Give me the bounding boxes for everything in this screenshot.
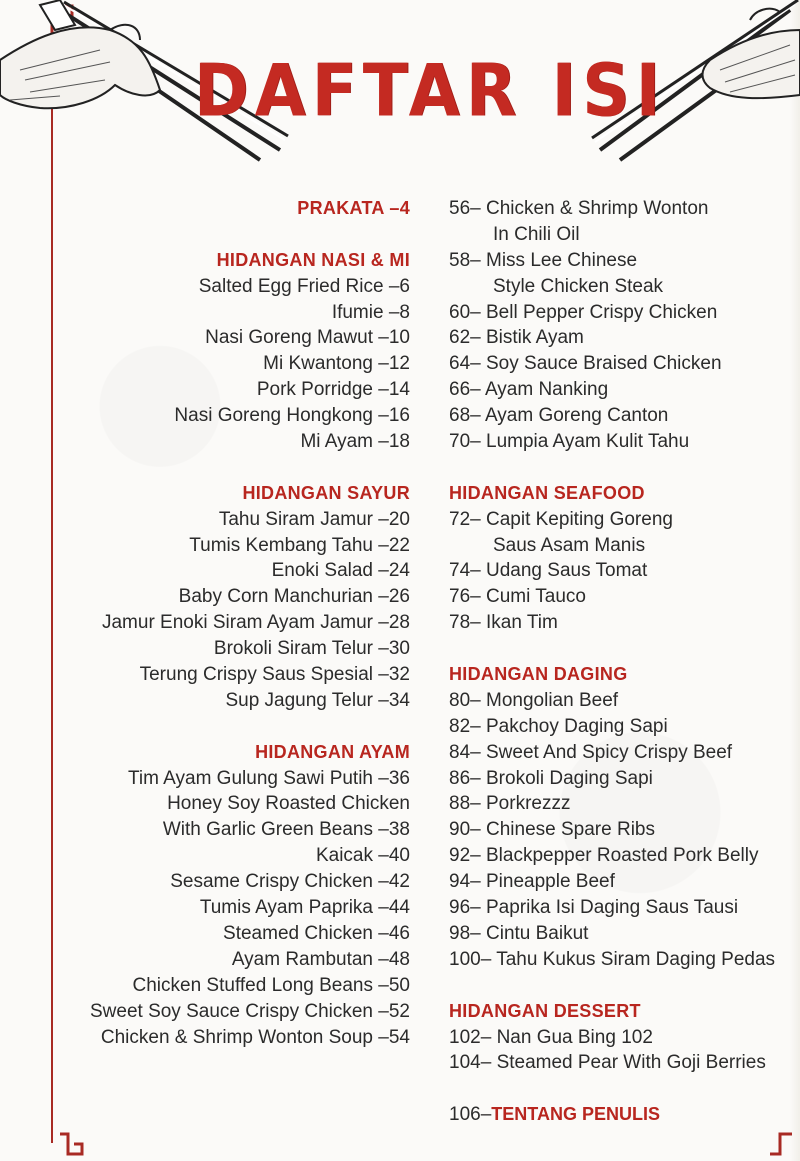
page-number: 74 <box>449 560 471 582</box>
page-number: 18 <box>388 431 410 453</box>
page-number: 78 <box>449 612 471 634</box>
list-item: Baby Corn Manchurian –26 <box>178 586 410 608</box>
dish-name: Pork Porridge <box>256 379 373 401</box>
dish-name: With Garlic Green Beans <box>162 819 373 841</box>
list-item: 76– Cumi Tauco <box>449 586 586 608</box>
list-item: With Garlic Green Beans –38 <box>162 819 410 841</box>
page-number: 54 <box>388 1026 410 1048</box>
dish-name: Bell Pepper Crispy Chicken <box>486 301 718 323</box>
page-number: 50 <box>388 974 410 996</box>
list-item: Brokoli Siram Telur –30 <box>213 638 410 660</box>
dish-name: Kaicak <box>315 845 373 867</box>
list-item: 74– Udang Saus Tomat <box>449 560 648 582</box>
dish-name: Bistik Ayam <box>486 327 584 349</box>
dish-name: Enoki Salad <box>271 560 373 582</box>
page-number: 36 <box>388 767 410 789</box>
dish-name: Chinese Spare Ribs <box>486 819 655 841</box>
dish-name: Steamed Chicken <box>223 922 373 944</box>
list-item: Enoki Salad –24 <box>271 560 410 582</box>
dish-name: Nan Gua Bing 102 <box>496 1026 653 1048</box>
dish-name: Udang Saus Tomat <box>486 560 648 582</box>
page-number: 62 <box>449 327 471 349</box>
page-number: 42 <box>388 871 410 893</box>
list-item: Steamed Chicken –46 <box>223 922 410 944</box>
dish-name: Lumpia Ayam Kulit Tahu <box>486 431 690 453</box>
page-number: 34 <box>388 689 410 711</box>
list-item: 94– Pineapple Beef <box>449 871 615 893</box>
page-number: 88 <box>449 793 471 815</box>
section-heading-nasi-mi: HIDANGAN NASI & MI <box>216 249 410 270</box>
page-number: 64 <box>449 353 471 375</box>
list-item: Tumis Kembang Tahu –22 <box>189 534 410 556</box>
page-number: 80 <box>449 689 471 711</box>
page-number: 46 <box>388 922 410 944</box>
page-number: 20 <box>388 508 410 530</box>
list-item: 84– Sweet And Spicy Crispy Beef <box>449 741 733 763</box>
page-number: 96 <box>449 897 471 919</box>
page-number: 68 <box>449 405 471 427</box>
dish-name: Salted Egg Fried Rice <box>198 275 384 297</box>
page-number: 16 <box>388 405 410 427</box>
page-number: 98 <box>449 922 471 944</box>
dish-name: Nasi Goreng Hongkong <box>174 405 373 427</box>
dish-name: Mi Ayam <box>300 431 373 453</box>
list-item: 72– Capit Kepiting Goreng <box>449 508 673 530</box>
prakata-entry: PRAKATA –4 <box>297 198 410 218</box>
page-number: 86 <box>449 767 471 789</box>
chinese-fret-corner-icon <box>60 1132 90 1161</box>
dish-name: Pineapple Beef <box>486 871 615 893</box>
page-number: 12 <box>388 353 410 375</box>
page-number: 90 <box>449 819 471 841</box>
dish-name: Honey Soy Roasted Chicken <box>167 793 410 815</box>
page-number: 70 <box>449 431 471 453</box>
page-number: 6 <box>399 275 410 297</box>
list-item: Salted Egg Fried Rice –6 <box>198 275 410 297</box>
page-number: 32 <box>388 664 410 686</box>
page-number: 28 <box>388 612 410 634</box>
page-number: 84 <box>449 741 471 763</box>
page-number: 30 <box>388 638 410 660</box>
dish-name: Soy Sauce Braised Chicken <box>486 353 722 375</box>
page-number: 52 <box>388 1000 410 1022</box>
list-item: Nasi Goreng Mawut –10 <box>205 327 410 349</box>
page-number: 100 <box>449 948 481 970</box>
page-number: 24 <box>388 560 410 582</box>
list-item: 70– Lumpia Ayam Kulit Tahu <box>449 431 690 453</box>
list-item: Chicken Stuffed Long Beans –50 <box>132 974 410 996</box>
dish-name: Tumis Ayam Paprika <box>199 897 373 919</box>
dish-name: Cumi Tauco <box>486 586 586 608</box>
dish-name: Cintu Baikut <box>486 922 589 944</box>
section-heading-daging: HIDANGAN DAGING <box>449 664 628 685</box>
list-item: 86– Brokoli Daging Sapi <box>449 767 653 789</box>
list-item: Mi Kwantong –12 <box>263 353 410 375</box>
dish-name: Ayam Goreng Canton <box>484 405 669 427</box>
dish-name: Tahu Siram Jamur <box>218 508 373 530</box>
page-number: 22 <box>388 534 410 556</box>
list-item: 78– Ikan Tim <box>449 612 558 634</box>
list-item: 66– Ayam Nanking <box>449 379 609 401</box>
dish-name: Sweet And Spicy Crispy Beef <box>486 741 733 763</box>
dish-name: Terung Crispy Saus Spesial <box>139 664 373 686</box>
dish-name: Tumis Kembang Tahu <box>189 534 373 556</box>
dish-name: Baby Corn Manchurian <box>178 586 373 608</box>
page-number: 38 <box>388 819 410 841</box>
list-item <box>30 791 410 817</box>
dish-name: Porkrezzz <box>486 793 571 815</box>
chinese-fret-corner-icon <box>770 1132 800 1161</box>
penulis-label: TENTANG PENULIS <box>491 1104 660 1125</box>
list-item: Sweet Soy Sauce Crispy Chicken –52 <box>89 1000 410 1022</box>
list-item: Nasi Goreng Hongkong –16 <box>174 405 410 427</box>
list-item: 68– Ayam Goreng Canton <box>449 405 669 427</box>
list-item: Ayam Rambutan –48 <box>231 948 410 970</box>
page-number: 44 <box>388 897 410 919</box>
page-number: 76 <box>449 586 471 608</box>
list-item: 60– Bell Pepper Crispy Chicken <box>449 301 718 323</box>
dish-name: Nasi Goreng Mawut <box>205 327 373 349</box>
page-number: 14 <box>388 379 410 401</box>
dish-name: Steamed Pear With Goji Berries <box>496 1052 766 1074</box>
list-item: Kaicak –40 <box>315 845 410 867</box>
dish-name: Paprika Isi Daging Saus Tausi <box>486 897 739 919</box>
list-item: Tim Ayam Gulung Sawi Putih –36 <box>128 767 410 789</box>
list-item: 98– Cintu Baikut <box>449 922 589 944</box>
left-column <box>30 196 410 1050</box>
list-item: 58– Miss Lee Chinese <box>449 249 638 271</box>
list-item: Terung Crispy Saus Spesial –32 <box>139 664 410 686</box>
page-number: 94 <box>449 871 471 893</box>
list-item: 90– Chinese Spare Ribs <box>449 819 655 841</box>
page-number: 106 <box>449 1104 481 1126</box>
page-number: 104 <box>449 1052 481 1074</box>
list-item: 102– Nan Gua Bing 102 <box>449 1026 653 1048</box>
list-item: Ifumie –8 <box>331 301 410 323</box>
list-item: Jamur Enoki Siram Ayam Jamur –28 <box>101 612 410 634</box>
dish-name: Tahu Kukus Siram Daging Pedas <box>496 948 776 970</box>
list-item: 62– Bistik Ayam <box>449 327 584 349</box>
dish-name: Ayam Nanking <box>484 379 609 401</box>
dish-name: Tim Ayam Gulung Sawi Putih <box>128 767 373 789</box>
list-item-continued: Style Chicken Steak <box>493 275 664 297</box>
dish-name: Sesame Crispy Chicken <box>170 871 373 893</box>
page-number: 72 <box>449 508 471 530</box>
page-number: 56 <box>449 198 471 219</box>
dish-name: Mongolian Beef <box>486 689 619 711</box>
page-number: 82 <box>449 715 471 737</box>
dish-name: Sup Jagung Telur <box>225 689 373 711</box>
list-item: 80– Mongolian Beef <box>449 689 619 711</box>
page-number: 58 <box>449 249 471 271</box>
list-item: 100– Tahu Kukus Siram Daging Pedas <box>449 948 776 970</box>
list-item: Mi Ayam –18 <box>300 431 410 453</box>
page-number: 26 <box>388 586 410 608</box>
page-number: 40 <box>388 845 410 867</box>
dish-name: Ikan Tim <box>486 612 558 634</box>
dish-name: Chicken Stuffed Long Beans <box>132 974 373 996</box>
list-item: Tumis Ayam Paprika –44 <box>199 897 410 919</box>
page-number: 92 <box>449 845 471 867</box>
list-item: 64– Soy Sauce Braised Chicken <box>449 353 722 375</box>
dish-name: Ayam Rambutan <box>231 948 373 970</box>
page-number: 66 <box>449 379 471 401</box>
dish-name: Jamur Enoki Siram Ayam Jamur <box>101 612 373 634</box>
dish-name: Ifumie <box>331 301 384 323</box>
list-item: 96– Paprika Isi Daging Saus Tausi <box>449 897 739 919</box>
dish-name: Mi Kwantong <box>263 353 373 375</box>
list-item-continued: Saus Asam Manis <box>493 534 646 556</box>
right-column <box>449 196 800 1128</box>
penulis-entry: 106–TENTANG PENULIS <box>449 1104 660 1126</box>
list-item: Tahu Siram Jamur –20 <box>218 508 410 530</box>
list-item: Pork Porridge –14 <box>256 379 410 401</box>
section-heading-sayur: HIDANGAN SAYUR <box>242 482 410 503</box>
dish-name: Chicken & Shrimp Wonton <box>486 198 709 219</box>
page-number: 10 <box>388 327 410 349</box>
page-number: 8 <box>399 301 410 323</box>
list-item: 92– Blackpepper Roasted Pork Belly <box>449 845 759 867</box>
list-item: 104– Steamed Pear With Goji Berries <box>449 1052 766 1074</box>
list-item: 82– Pakchoy Daging Sapi <box>449 715 668 737</box>
list-item: 88– Porkrezzz <box>449 793 571 815</box>
list-item-continued: In Chili Oil <box>493 223 580 245</box>
dish-name: Brokoli Siram Telur <box>213 638 373 660</box>
section-heading-seafood: HIDANGAN SEAFOOD <box>449 482 645 503</box>
dish-name: Sweet Soy Sauce Crispy Chicken <box>89 1000 373 1022</box>
dish-name: Pakchoy Daging Sapi <box>486 715 668 737</box>
page-number: 102 <box>449 1026 481 1048</box>
list-item: Chicken & Shrimp Wonton Soup –54 <box>100 1026 410 1048</box>
page-title: DAFTAR ISI <box>193 48 667 133</box>
section-heading-ayam: HIDANGAN AYAM <box>255 741 410 762</box>
list-item: Sesame Crispy Chicken –42 <box>170 871 410 893</box>
page-number: 48 <box>388 948 410 970</box>
page-number: 60 <box>449 301 471 323</box>
dish-name: Capit Kepiting Goreng <box>486 508 673 530</box>
dish-name: Miss Lee Chinese <box>486 249 638 271</box>
dish-name: Brokoli Daging Sapi <box>486 767 653 789</box>
dish-name: Chicken & Shrimp Wonton Soup <box>100 1026 373 1048</box>
list-item: 56– Chicken & Shrimp Wonton <box>449 198 709 219</box>
prakata-label: PRAKATA <box>297 198 385 218</box>
list-item: Sup Jagung Telur –34 <box>225 689 410 711</box>
prakata-page: 4 <box>399 198 410 218</box>
section-heading-dessert: HIDANGAN DESSERT <box>449 1000 641 1021</box>
dish-name: Blackpepper Roasted Pork Belly <box>486 845 759 867</box>
